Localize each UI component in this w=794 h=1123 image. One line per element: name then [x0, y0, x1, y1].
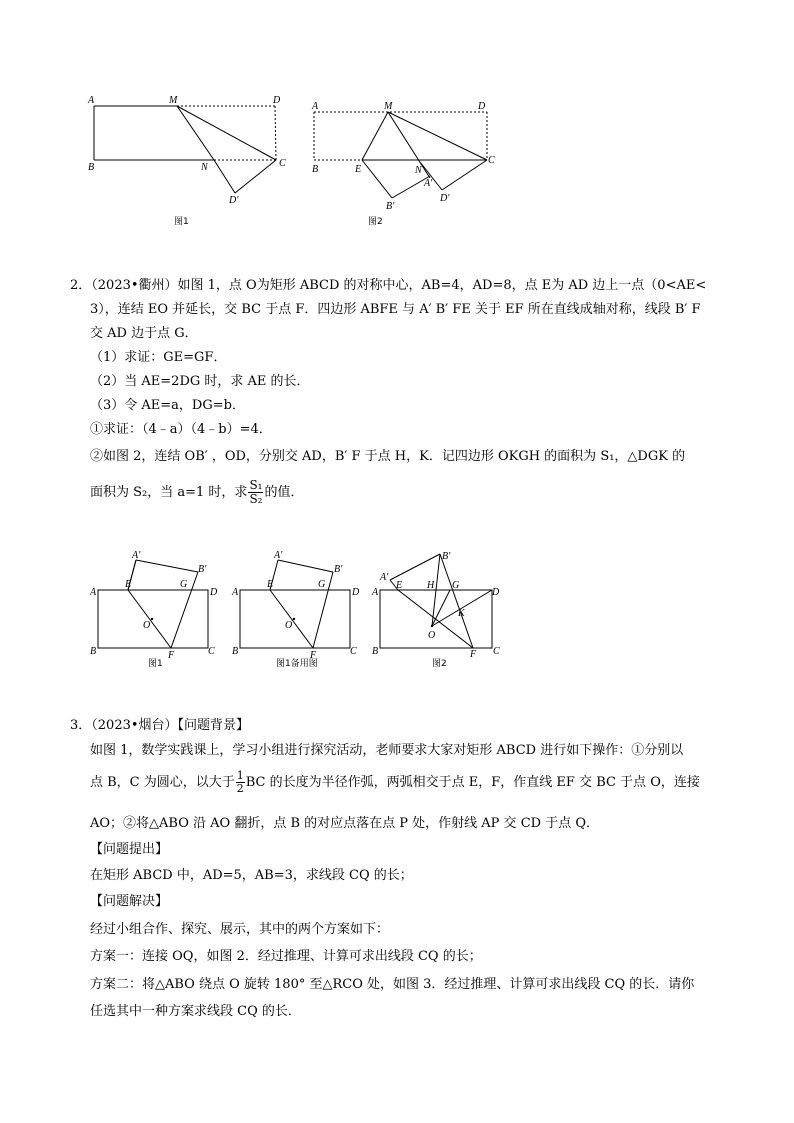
- ratio-fraction: [248, 479, 263, 506]
- label-A: A: [372, 587, 379, 598]
- label-C: C: [488, 155, 495, 166]
- figure-p2-1-caption: 图1: [148, 659, 163, 669]
- problem-2: [70, 276, 750, 546]
- label-Aprime: A′: [424, 178, 433, 189]
- label-Dprime: D′: [440, 193, 450, 204]
- label-B: B: [88, 162, 95, 173]
- label-A: A: [90, 587, 97, 598]
- label-B: B: [312, 164, 319, 175]
- question-3-part-2-end: 的值．: [264, 485, 304, 500]
- label-A: A: [88, 95, 95, 106]
- half-fraction: [236, 770, 245, 795]
- label-Bprime: B′: [334, 564, 343, 575]
- label-M: M: [169, 95, 178, 106]
- problem-statement: 在矩形 ABCD 中，AD=5，AB=3，求线段 CQ 的长；: [90, 868, 413, 883]
- fraction-numerator: 1: [236, 769, 244, 782]
- plan-two-cont: 任选其中一种方案求线段 CQ 的长．: [90, 1004, 301, 1019]
- figure-p2-1: [88, 550, 228, 670]
- problem-3: [70, 716, 760, 1036]
- question-3-part-2-cont: [90, 476, 303, 510]
- label-M: M: [384, 101, 393, 112]
- label-E: E: [355, 164, 362, 175]
- plan-one: 方案一：连接 OQ，如图 2．经过推理、计算可求出线段 CQ 的长；: [90, 949, 482, 964]
- figure-p2-2: [370, 550, 510, 670]
- label-E: E: [267, 579, 274, 590]
- figure-p2-2-caption: 图2: [432, 659, 447, 669]
- figure-1-folding: [80, 90, 300, 230]
- label-A: A: [232, 587, 239, 598]
- label-F: F: [310, 650, 317, 661]
- problem-3-line-3-end: BC 的长度为半径作弧，两弧相交于点 E，F，作直线 EF 交 BC 于点 O，连接: [245, 775, 700, 790]
- question-3: （3）令 AE=a，DG=b．: [90, 398, 245, 413]
- figure-1-caption: 图1: [174, 217, 189, 227]
- figure-p2-1-spare: [230, 550, 370, 670]
- label-K: K: [458, 608, 465, 619]
- label-D: D: [478, 101, 486, 112]
- problem-2-stem-line-1: 2．（2023•衢州）如图 1，点 O为矩形 ABCD 的对称中心，AB=4，AD=8，点 E为 AD 边上一点（0<AE<: [70, 278, 707, 293]
- problem-3-line-3-start: 点 B，C 为圆心，以大于: [90, 775, 235, 790]
- question-1: （1）求证：GE=GF．: [90, 350, 227, 365]
- solving-intro: 经过小组合作、探究、展示，其中的两个方案如下：: [90, 922, 390, 937]
- label-C: C: [350, 646, 357, 657]
- label-E: E: [396, 580, 403, 591]
- problem-solving-heading: 【问题解决】: [90, 894, 169, 909]
- label-G: G: [318, 579, 326, 590]
- label-C: C: [208, 646, 215, 657]
- problem-3-line-3: [90, 767, 700, 799]
- label-B: B: [232, 646, 239, 657]
- label-A: A: [312, 101, 319, 112]
- label-H: H: [427, 580, 435, 591]
- label-B: B: [90, 646, 97, 657]
- question-3-part-1: ①求证：（4﹣a）（4﹣b）=4．: [90, 422, 272, 437]
- label-O: O: [143, 620, 151, 631]
- label-N: N: [415, 165, 422, 176]
- problem-2-stem-line-3: 交 AD 边于点 G．: [90, 326, 198, 341]
- label-G: G: [452, 580, 460, 591]
- label-F: F: [168, 650, 175, 661]
- label-Bprime: B′: [198, 564, 207, 575]
- label-Aprime: A′: [132, 550, 141, 561]
- problem-3-line-4: AO；②将△ABO 沿 AO 翻折，点 B 的对应点落在点 P 处，作射线 AP 交 CD 于点 Q．: [90, 816, 599, 831]
- label-Bprime: B′: [442, 551, 451, 562]
- figure-2-folding: [300, 90, 520, 230]
- question-3-part-2: ②如图 2，连结 OB′ ，OD，分别交 AD，B′ F 于点 H，K．记四边形 OKGH 的面积为 S₁，△DGK 的: [90, 449, 686, 464]
- label-O: O: [428, 630, 436, 641]
- label-G: G: [180, 579, 188, 590]
- label-Aprime: A′: [380, 572, 389, 583]
- label-C: C: [493, 646, 500, 657]
- label-Dprime: D′: [229, 195, 239, 206]
- label-B: B: [372, 646, 379, 657]
- label-N: N: [201, 162, 208, 173]
- label-D: D: [273, 95, 281, 106]
- question-3-part-2-text: 面积为 S₂，当 a=1 时，求: [90, 485, 248, 500]
- label-Aprime: A′: [274, 550, 283, 561]
- label-C: C: [279, 158, 286, 169]
- problem-statement-heading: 【问题提出】: [90, 842, 169, 857]
- problem-3-heading: 3．（2023•烟台）【问题背景】: [70, 718, 250, 733]
- fraction-denominator: S₂: [249, 492, 263, 506]
- figure-2-caption: 图2: [368, 217, 383, 227]
- label-F: F: [470, 649, 477, 660]
- label-D: D: [210, 587, 218, 598]
- fraction-denominator: 2: [236, 782, 244, 795]
- question-2: （2）当 AE=2DG 时，求 AE 的长．: [90, 374, 310, 389]
- label-Bprime: B′: [386, 201, 395, 212]
- fraction-numerator: S₁: [249, 478, 263, 492]
- label-D: D: [492, 587, 500, 598]
- label-E: E: [125, 579, 132, 590]
- problem-3-line-2: 如图 1，数学实践课上，学习小组进行探究活动，老师要求大家对矩形 ABCD 进行如下操作：①分别以: [90, 743, 684, 758]
- figure-p2-1-spare-caption: 图1备用图: [276, 659, 318, 669]
- plan-two: 方案二：将△ABO 绕点 O 旋转 180° 至△RCO 处，如图 3．经过推理、计算可求出线段 CQ 的长．请你: [90, 977, 695, 992]
- label-O: O: [285, 620, 293, 631]
- problem-2-stem-line-2: 3），连结 EO 并延长，交 BC 于点 F．四边形 ABFE 与 A′ B′ FE 关于 EF 所在直线成轴对称，线段 B′ F: [90, 302, 701, 317]
- label-D: D: [352, 587, 360, 598]
